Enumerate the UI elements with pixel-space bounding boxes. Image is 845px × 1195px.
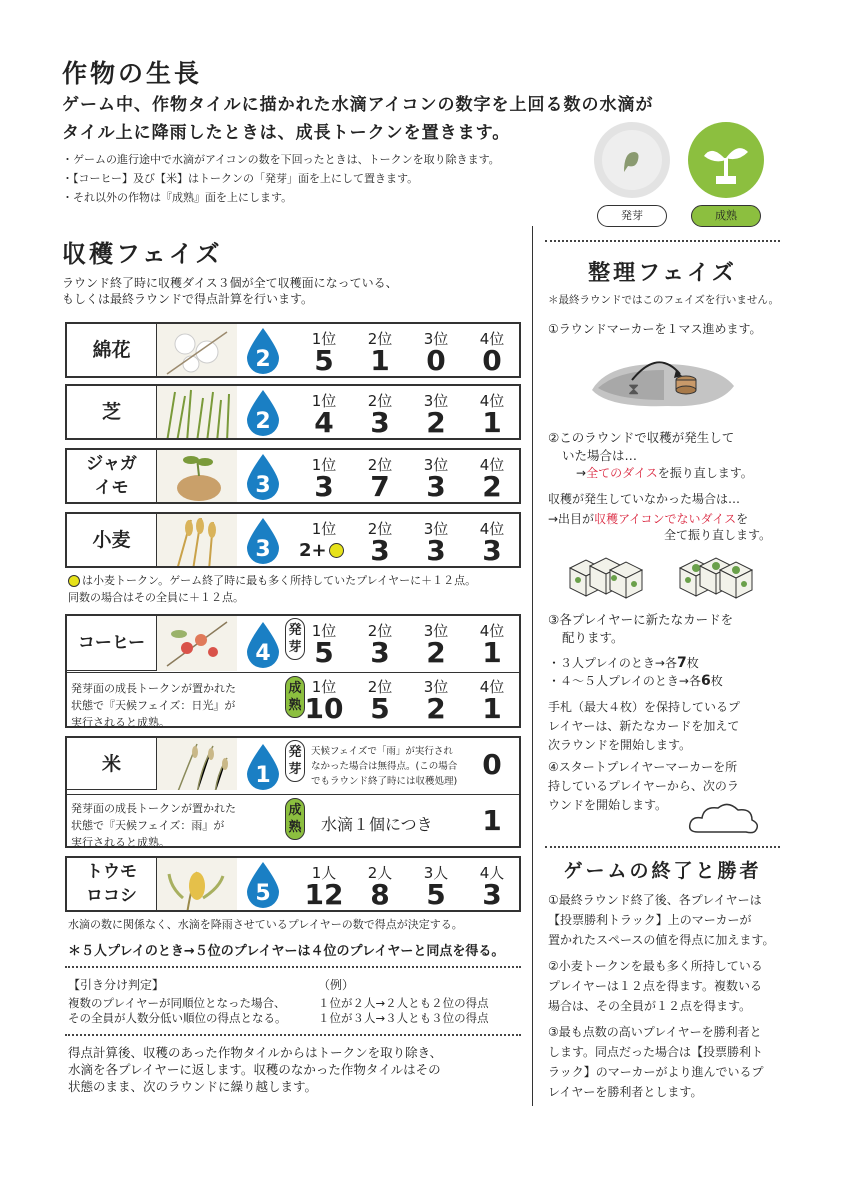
wheat-first-prefix: 2+ [299,540,327,561]
rank-label: 4位 [479,330,505,348]
endgame-p3: ③最も点数の高いプレイヤーを勝利者と します。同点だった場合は【投票勝利ト ラック】のマーカーがより進んでいるプ レイヤーを勝利者とします。 [548,1025,764,1099]
cleanup-step-2d: 収穫が発生していなかった場合は… [548,492,741,506]
crop-name: 芝 [67,386,157,438]
coffee-image [157,616,237,671]
rice-note: 発芽面の成長トークンが置かれた 状態で『天候フェイズ：雨』が 実行されると成熟。 [71,802,236,849]
water-drop-icon [243,516,283,564]
points-1st: 5 [314,344,334,377]
mature-points-3rd: 2 [426,692,446,725]
points-2-people: 8 [370,878,390,911]
sprout-token-image [594,122,670,198]
tie-title: 【引き分け判定】 [68,978,165,992]
cleanup-step-2f: 全て振り直します。 [664,528,772,542]
growth-bullet-1: ・ゲームの進行途中で水滴がアイコンの数を下回ったときは、トークンを取り除きます。 [62,153,500,166]
cleanup-step-1: ①ラウンドマーカーを１マス進めます。 [548,322,762,336]
rice-mature-text: 水滴１個につき [321,815,433,834]
coffee-note: 発芽面の成長トークンが置かれた 状態で『天候フェイズ：日光』が 実行されると成熟。 [71,682,236,729]
mature-points-1st: 10 [304,692,344,725]
drop-number: 3 [255,537,271,562]
rice-image [157,738,237,790]
mature-points-4th: 1 [482,692,502,725]
crop-row-corn [65,856,521,912]
sprout-points-3rd: 2 [426,636,446,669]
water-drop-icon [243,620,283,668]
cleanup-hand-rule: 手札（最大４枚）を保持しているプ レイヤーは、新たなカードを加えて 次ラウンドを開始します。 [548,700,741,752]
rank-label: 2位 [367,330,393,348]
sprout-tag: 発 芽 [285,740,305,782]
wheat-note-1 [68,572,476,589]
crop-name-line1: トウモ [86,862,137,882]
wheat-image [157,514,237,566]
drop-number: 3 [255,473,271,498]
crop-row-rice [65,736,521,848]
rank-label: 1位 [311,678,337,696]
sprout-tag: 発 芽 [285,618,305,660]
rank-label: 2位 [367,392,393,410]
cleanup-step-2e: →出目が収穫アイコンでないダイスを [548,512,749,526]
points-2nd: 3 [370,406,390,439]
water-drop-icon [243,742,283,790]
right-divider-top [545,240,780,242]
rank-label: 1位 [311,622,337,640]
sprout-icon [594,122,670,198]
mature-token-image [688,122,764,198]
rank-label: 3位 [423,392,449,410]
crop-row-coffee [65,614,521,728]
rank-label: 1位 [311,456,337,474]
crop-name: コーヒー [67,616,157,671]
points-4th: 0 [482,344,502,377]
crop-name [67,858,157,910]
drop-number: 4 [255,641,271,666]
crop-row-cotton [65,322,521,378]
points-2nd: 7 [370,470,390,503]
rank-label: 4位 [479,520,505,538]
rice-sprout-text: 天候フェイズで「雨」が実行され なかった場合は無得点。(この場合 でもラウンド終了時には収穫処理) [311,746,458,787]
mature-tag: 成 熟 [285,798,305,840]
harvest-title: 収穫フェイズ [62,240,223,268]
people-label: 3人 [423,864,449,882]
mature-tag: 成 熟 [285,676,305,718]
crop-name-line1: ジャガ [86,454,137,474]
points-2nd: 3 [370,534,390,567]
points-4th: 2 [482,470,502,503]
wheat-note-text: は小麦トークン。ゲーム終了時に最も多く所持していたプレイヤーに＋１２点。 [82,574,477,587]
crop-row-grass [65,384,521,440]
points-3rd: 3 [426,534,446,567]
points-4th: 3 [482,534,502,567]
rank-label: 3位 [423,520,449,538]
people-label: 4人 [479,864,505,882]
dice-image [566,548,766,600]
points-3rd: 0 [426,344,446,377]
rank-label: 2位 [367,678,393,696]
crop-name-line2: ロコシ [86,886,137,906]
rank-label: 2位 [367,456,393,474]
rank-label: 1位 [311,392,337,410]
water-drop-icon [243,326,283,374]
harvest-desc-2: もしくは最終ラウンドで得点計算を行います。 [62,292,314,306]
water-drop-icon [243,860,283,908]
points-3rd: 2 [426,406,446,439]
svg-text:⧗: ⧗ [628,379,640,398]
divider-final [65,1034,521,1036]
crop-row-potato [65,448,521,504]
points-1st: 4 [314,406,334,439]
right-divider-end [545,846,780,848]
cleanup-step-3b: 配ります。 [562,630,624,645]
drop-number: 5 [255,881,271,906]
crop-name [67,450,157,502]
drop-number: 1 [255,763,271,788]
five-player-note: ＊５人プレイのとき→５位のプレイヤーは４位のプレイヤーと同点を得る。 [68,944,505,959]
sprout-points-1st: 5 [314,636,334,669]
endgame-p1: ①最終ラウンド終了後、各プレイヤーは 【投票勝利トラック】上のマーカーが 置かれたスペースの値を得点に加えます。 [548,893,775,947]
mature-label: 成熟 [691,205,761,227]
points-4th: 1 [482,406,502,439]
rank-label: 3位 [423,456,449,474]
water-drop-icon [243,388,283,436]
people-label: 1人 [311,864,337,882]
divider-tie [65,966,521,968]
cleanup-subtitle: ＊最終ラウンドではこのフェイズを行いません。 [548,294,779,306]
rank-label: 3位 [423,678,449,696]
sprout-label: 発芽 [597,205,667,227]
corn-image [157,858,237,910]
crop-name: 綿花 [67,324,157,376]
rank-label: 4位 [479,392,505,410]
cleanup-title: 整理フェイズ [588,261,737,286]
rank-label: 2位 [367,622,393,640]
growth-lead-1: ゲーム中、作物タイルに描かれた水滴アイコンの数字を上回る数の水滴が [62,95,654,115]
crop-name: 米 [67,738,157,790]
wheat-first-points [299,540,359,561]
wheat-note-2: 同数の場合はその全員に＋１２点。 [68,591,244,604]
rank-label: 1位 [311,330,337,348]
points-3rd: 3 [426,470,446,503]
rice-mature-points: 1 [482,804,502,837]
tie-example-title: （例） [318,978,355,992]
points-2nd: 1 [370,344,390,377]
drop-number: 2 [255,347,271,372]
rank-label: 4位 [479,456,505,474]
growth-lead-2: タイル上に降雨したときは、成長トークンを置きます。 [62,123,511,143]
seedling-icon [688,122,764,198]
cleanup-step-4: ④スタートプレイヤーマーカーを所 持しているプレイヤーから、次のラ ウンドを開始します。 [548,760,739,812]
grass-image [157,386,237,438]
cleanup-step-2a: ②このラウンドで収穫が発生して [548,430,735,445]
cleanup-step-2b: いた場合は… [562,448,638,463]
rank-label: 3位 [423,622,449,640]
cleanup-step-3a: ③各プレイヤーに新たなカードを [548,612,734,627]
points-1st: 3 [314,470,334,503]
rank-label: 2位 [367,520,393,538]
cotton-image [157,324,237,376]
growth-title: 作物の生長 [62,59,203,88]
cleanup-step-3c: ・３人プレイのとき→各7枚 [548,655,699,671]
growth-bullet-3: ・それ以外の作物は『成熟』面を上にします。 [62,191,293,204]
points-4-people: 3 [482,878,502,911]
rank-label: 4位 [479,622,505,640]
cleanup-step-2c: →全てのダイスを振り直します。 [576,466,753,480]
tie-examples: １位が２人→２人とも２位の得点 １位が３人→３人とも３位の得点 [318,996,489,1025]
rank-label: 4位 [479,678,505,696]
endgame-title: ゲームの終了と勝者 [563,860,762,882]
tie-rule: 複数のプレイヤーが同順位となった場合、 その全員が人数分低い順位の得点となる。 [68,996,287,1025]
water-drop-icon [243,452,283,500]
wheat-token-icon [68,575,80,587]
sprout-points-4th: 1 [482,636,502,669]
cleanup-step-3d: ・４〜５人プレイのとき→各6枚 [548,673,723,689]
rank-label: 3位 [423,330,449,348]
people-label: 2人 [367,864,393,882]
rice-sprout-points: 0 [482,748,502,781]
harvest-final: 得点計算後、収穫のあった作物タイルからはトークンを取り除き、 水滴を各プレイヤーに返します。収穫のなかった作物タイルはその 状態のまま、次のラウンドに繰り越します。 [68,1045,443,1094]
crop-row-wheat [65,512,521,568]
growth-bullet-2: ・【コーヒー】及び【米】はトークンの「発芽」面を上にして置きます。 [62,172,419,185]
cloud-icon [686,798,762,838]
potato-image [157,450,237,502]
points-3-people: 5 [426,878,446,911]
corn-note: 水滴の数に関係なく、水滴を降雨させているプレイヤーの数で得点が決定する。 [68,918,463,931]
points-1-person: 12 [304,878,344,911]
column-divider [532,226,533,1106]
mature-points-2nd: 5 [370,692,390,725]
crop-name-line2: イモ [94,478,129,498]
endgame-p2: ②小麦トークンを最も多く所持している プレイヤーは１２点を得ます。複数いる 場合は、その全員が１２点を得ます。 [548,959,763,1013]
round-marker-image [588,352,738,414]
wheat-token-icon [329,543,344,558]
drop-number: 2 [255,409,271,434]
crop-name: 小麦 [67,514,157,566]
harvest-desc-1: ラウンド終了時に収穫ダイス３個が全て収穫面になっている、 [62,276,398,290]
sprout-points-2nd: 3 [370,636,390,669]
rank-label: 1位 [311,520,337,538]
